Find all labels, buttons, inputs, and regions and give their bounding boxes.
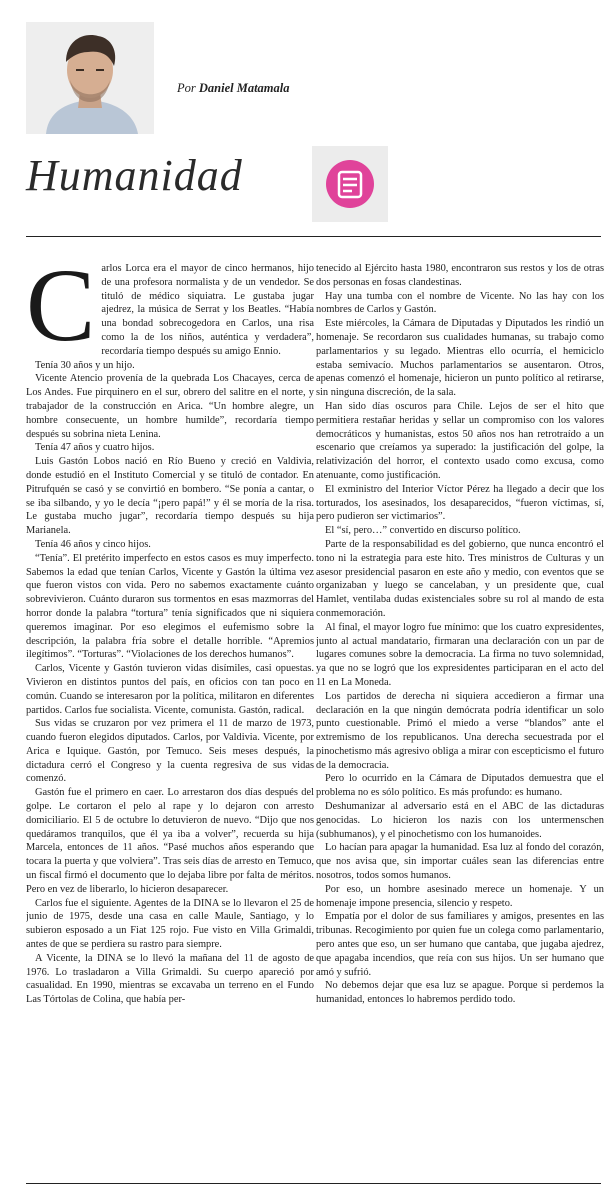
article-column-left (26, 262, 314, 1177)
article-paragraph: Carlos fue el siguiente. Agentes de la DINA se lo llevaron el 25 de junio de 1975, desde una casa en calle Maule, Santiago, y lo subieron esposado a un Fiat 125 rojo. Fue visto en Villa Grimaldi, antes de que se perdiera su rastro para siempre. (26, 897, 314, 951)
top-rule (26, 236, 601, 237)
article-paragraph: Tenía 46 años y cinco hijos. (35, 538, 151, 550)
article-paragraph: Por eso, un hombre asesinado merece un homenaje. Y un homenaje impone presencia, silencio y respeto. (316, 883, 604, 909)
paragraph-text: arlos Lorca era el mayor de cinco hermanos, hijo de una profesora normalista y de un vendedor. Se tituló de médico siquiatra. Le gustaba jugar ajedrez, la música de Serrat y los Beatles. “Había una bondad sobrecogedora en Carlos, una risa como la de los niños, auténtica y verdadera”, recordaría tiempo después su amigo Ennio. (101, 263, 314, 357)
article-paragraph: Luis Gastón Lobos nació en Río Bueno y creció en Valdivia, donde estudió en el Instituto Comercial y se tituló de contador. En Pitrufquén se casó y se convirtió en bombero. “Se ponía a cantar, o se iba silbando, y yo le decía “¡pero papá!” y él se moría de la risa. Le gustaba mucho jugar”, recordaría tiempo después su hija Marianela. (26, 456, 314, 537)
author-portrait (26, 22, 154, 134)
article-paragraph: Vicente Atencio provenía de la quebrada Los Chacayes, cerca de Los Andes. Fue pirquinero en el sur, obrero del salitre en el norte, y trabajador de la construcción en Arica. “Un hombre alegre, un hombre consecuente, un hombre humilde”, recordaría tiempo después su sobrina nieta Lenina. (26, 373, 314, 440)
article-icon (312, 146, 388, 222)
article-paragraph: Al final, el mayor logro fue mínimo: que los cuatro expresidentes, junto al actual mandatario, firmaran una declaración con un par de lugares comunes sobre la democracia. La firma no tuvo solemnidad, ya que no se logró que los expresidentes participaran en el acto del 11 en La Moneda. (316, 621, 604, 688)
bottom-rule (26, 1183, 601, 1184)
column-title: Humanidad (26, 151, 243, 200)
article-paragraph (26, 262, 314, 363)
byline-prefix: Por (177, 81, 196, 95)
article-column-right (316, 262, 604, 1177)
article-paragraph: “Tenía”. El pretérito imperfecto en estos casos es muy imperfecto. Sabemos la edad que tenían Carlos, Vicente y Gastón la última vez que fueron vistos con vida. Pero no sabemos exactamente cuánto sobrevivieron. Cuánto duraron sus tormentos en esas mazmorras del horror donde la palabra “tortura” tenía significados que ni siquiera queremos imaginar. Por eso elegimos el eufemismo sobre la descripción, la palabra fría sobre el detalle horrible. “Apremios ilegítimos”. “Torturas”. “Violaciones de los derechos humanos”. (26, 552, 314, 661)
article-paragraph: Hay una tumba con el nombre de Vicente. No las hay con los nombres de Carlos y Gastón. (316, 290, 604, 316)
article-paragraph: Gastón fue el primero en caer. Lo arrestaron dos días después del golpe. Le cortaron el pelo al rape y lo dejaron con arresto domiciliario. El 5 de octubre lo detuvieron de nuevo. “Dijo que nos quedáramos tranquilos, que él ya iba a volver”, recuerda su hija Marcela, entonces de 11 años. “Pasé muchos años esperando que tocara la puerta y que volviera”. Tras seis días de arresto en Temuco, un fiscal firmó el documento que lo dejaba libre por falta de méritos. Pero en vez de liberarlo, lo hicieron desaparecer. (26, 787, 314, 895)
article-paragraph: tenecido al Ejército hasta 1980, encontraron sus restos y los de otras dos personas en fosas clandestinas. (316, 263, 604, 288)
article-paragraph: Carlos, Vicente y Gastón tuvieron vidas disímiles, casi opuestas. Vivieron en distintos puntos del país, en oficios con tan poco en común. Cuando se interesaron por la política, militaron en diferentes partidos. Carlos fue socialista. Vicente, comunista. Gastón, radical. (26, 663, 314, 716)
article-paragraph: Sus vidas se cruzaron por vez primera el 11 de marzo de 1973, cuando fueron elegidos diputados. Carlos, por Valdivia. Vicente, por Arica e Iquique. Gastón, por Temuco. Seis meses después, la dictadura cerró el Congreso y la cuenta regresiva de sus vidas comenzó. (26, 718, 314, 785)
article-paragraph: Pero lo ocurrido en la Cámara de Diputados demuestra que el problema no es sólo político. Es más profundo: es humano. (316, 773, 604, 799)
drop-cap: C (26, 262, 96, 363)
article-paragraph: A Vicente, la DINA se lo llevó la mañana del 11 de agosto de 1976. Lo trasladaron a Villa Grimaldi. Su cuerpo apareció por casualidad. En 1990, mientras se excavaba un terreno en el Fundo Las Tórtolas de Colina, que había per- (26, 952, 314, 1006)
byline (177, 81, 290, 96)
column-header (0, 0, 616, 200)
article-paragraph: Parte de la responsabilidad es del gobierno, que nunca encontró el tono ni la estrategia para este hito. Tres ministros de Culturas y un asesor presidencial pasaron en este año y medio, con eventos que se organizaban y luego se cancelaban, y un presidente que, cual Hamlet, ventilaba dudas existenciales sobre su rol al mando de esta conmemoración. (316, 538, 604, 619)
article-icon-tile (312, 146, 388, 222)
article-paragraph: Lo hacían para apagar la humanidad. Esa luz al fondo del corazón, que nos avisa que, sin importar cuáles sean las diferencias entre nosotros, todos somos humanos. (316, 842, 604, 882)
article-paragraph: Empatía por el dolor de sus familiares y amigos, presentes en las tribunas. Recogimiento por quien fue un colega como parlamentario, pero antes que eso, un ser humano que cantaba, que jugaba ajedrez, que apagaba incendios, que reía con sus hijos. Un ser humano que amó y sufrió. (316, 911, 604, 978)
article-paragraph: Han sido días oscuros para Chile. Lejos de ser el hito que permitiera restañar heridas y sellar un compromiso con los valores democráticos y humanistas, estos 50 años nos han retrotraído a un escenario que creíamos ya superado: la justificación del golpe, la relativización del horror, el contexto usado como excusa, como atenuante, como justificación. (316, 400, 604, 481)
byline-author: Daniel Matamala (198, 81, 290, 95)
article-paragraph: Tenía 47 años y cuatro hijos. (35, 442, 155, 454)
author-photo-illustration (26, 22, 154, 134)
article-paragraph: El exministro del Interior Víctor Pérez ha llegado a decir que los torturados, los asesinados, los desaparecidos, “fueron víctimas, sí, pero pudieron ser victimarios”. (316, 483, 604, 523)
article-paragraph: Deshumanizar al adversario está en el ABC de las dictaduras genocidas. Lo hicieron los nazis con los untermenschen (subhumanos), y el pinochetismo con los humanoides. (316, 801, 604, 840)
article-paragraph: Los partidos de derecha ni siquiera accedieron a firmar una declaración en la que ningún demócrata podría identificar un solo punto cuestionable. Primó el miedo a verse “blandos” ante el extremismo de los republicanos. Una derecha secuestrada por el pinochetismo más agresivo obliga a mirar con escepticismo el futuro de la democracia. (316, 690, 604, 771)
article-paragraph: Tenía 30 años y un hijo. (35, 359, 135, 371)
article-paragraph: No debemos dejar que esa luz se apague. Porque si perdemos la humanidad, entonces lo habremos perdido todo. (316, 980, 604, 1006)
article-paragraph: Este miércoles, la Cámara de Diputadas y Diputados les rindió un homenaje. Se recordaron sus cualidades humanas, su trabajo como parlamentarios y su legado. Mientras ello ocurría, el hemiciclo estaba semivacío. Muchos parlamentarios se ausentaron. Otros, apenas comenzó el homenaje, hicieron un punto político al retirarse, sin ninguna discreción, de la sala. (316, 318, 604, 399)
article-paragraph: El “sí, pero…” convertido en discurso político. (325, 525, 521, 537)
